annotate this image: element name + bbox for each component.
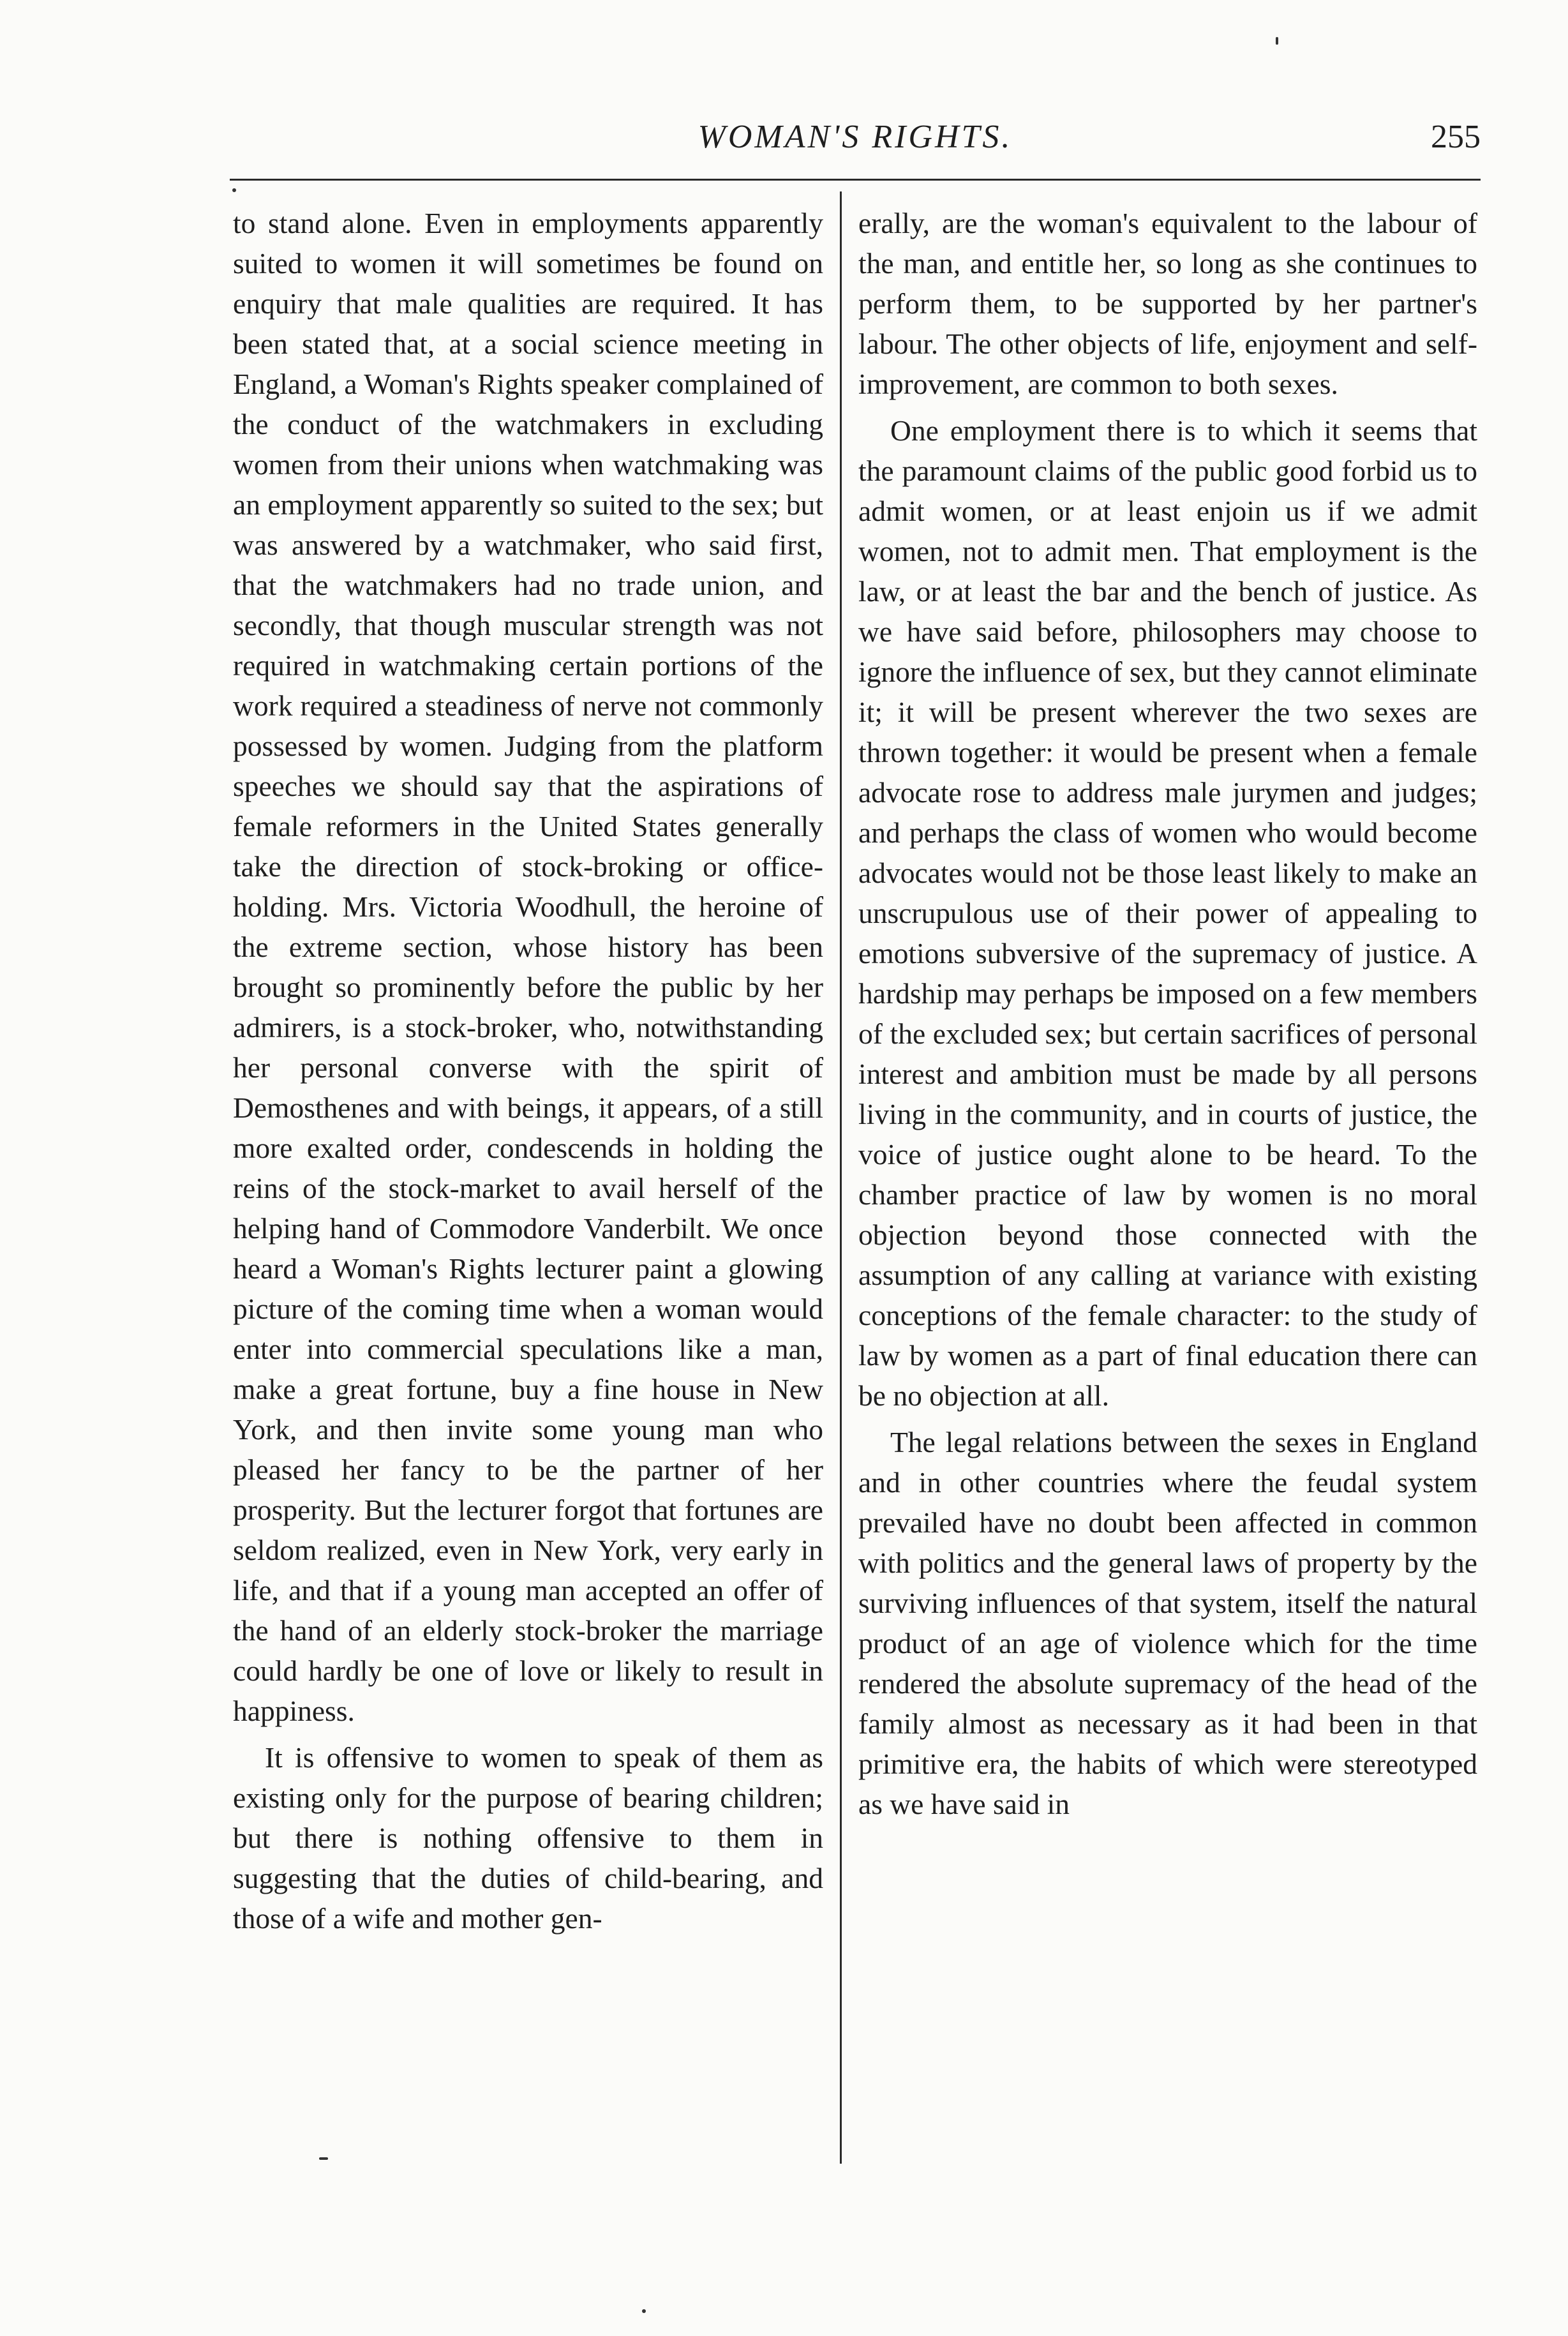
paragraph: erally, are the woman's equivalent to the labour of the man, and entitle her, so long as she continues to perform them, to be supported by her partner's labour. The other objects of life, enjoyment and self-improvement, are common to both sexes. bbox=[858, 207, 1477, 400]
running-title: WOMAN'S RIGHTS. bbox=[698, 119, 1013, 155]
paragraph: One employment there is to which it seems that the paramount claims of the public good forbid us to admit women, or at least enjoin us if we admit women, not to admit men. That employment is the law, or at least the bar and the bench of justice. As we have said before, philosophers may choose to ignore the influence of sex, but they cannot eliminate it; it will be present wherever the two sexes are thrown together: it would be present when a female advocate rose to address male jurymen and judges; and perhaps the class of women who would become advocates would not be those least likely to make an unscrupulous use of their power of appealing to emotions subversive of the supremacy of justice. A hardship may perhaps be imposed on a few members of the excluded sex; but certain sacrifices of personal interest and ambition must be made by all persons living in the community, and in courts of justice, the voice of justice ought alone to be heard. To the chamber practice of law by women is no moral objection beyond those connected with the assumption of any calling at variance with existing conceptions of the female character: to the study of law by women as a part of final education there can be no objection at all. bbox=[858, 414, 1477, 1412]
print-speck bbox=[1276, 37, 1278, 45]
right-column bbox=[858, 203, 1477, 1824]
page-header bbox=[230, 109, 1481, 166]
header-rule bbox=[230, 179, 1481, 181]
page-number: 255 bbox=[1431, 119, 1481, 155]
print-speck bbox=[319, 2157, 328, 2160]
paragraph: to stand alone. Even in employments apparently suited to women it will sometimes be found on enquiry that male qualities are required. It has been stated that, at a social science meeting in England, a Woman's Rights speaker complained of the conduct of the watchmakers in excluding women from their unions when watchmaking was an employment apparently so suited to the sex; but was answered by a watchmaker, who said first, that the watchmakers had no trade union, and secondly, that though muscular strength was not required in watchmaking certain portions of the work required a steadiness of nerve not commonly possessed by women. Judging from the platform speeches we should say that the aspirations of female reformers in the United States generally take the direction of stock-broking or office-holding. Mrs. Victoria Woodhull, the heroine of the extreme section, whose history has been brought so prominently before the public by her admirers, is a stock-broker, who, notwithstanding her personal converse with the spirit of Demosthenes and with beings, it appears, of a still more exalted order, condescends in holding the reins of the stock-market to avail herself of the helping hand of Commodore Vanderbilt. We once heard a Woman's Rights lecturer paint a glowing picture of the coming time when a woman would enter into commercial speculations like a man, make a great fortune, buy a fine house in New York, and then invite some young man who pleased her fancy to be the partner of her prosperity. But the lecturer forgot that fortunes are seldom realized, even in New York, very early in life, and that if a young man accepted an offer of the hand of an elderly stock-broker the marriage could hardly be one of love or likely to result in happiness. bbox=[233, 207, 823, 1727]
column-divider bbox=[840, 191, 842, 2164]
print-speck bbox=[642, 2309, 646, 2313]
left-column bbox=[233, 203, 823, 1938]
paragraph: The legal relations between the sexes in England and in other countries where the feudal system prevailed have no doubt been affected in common with politics and the general laws of property by the surviving influences of that system, itself the natural product of an age of violence which for the time rendered the absolute supremacy of the head of the family almost as necessary as it had been in that primitive era, the habits of which were stereotyped as we have said in bbox=[858, 1426, 1477, 1820]
paragraph: It is offensive to women to speak of them as existing only for the purpose of bearing children; but there is nothing offensive to them in suggesting that the duties of child-bearing, and those of a wife and mother gen- bbox=[233, 1741, 823, 1935]
print-speck bbox=[232, 188, 236, 192]
